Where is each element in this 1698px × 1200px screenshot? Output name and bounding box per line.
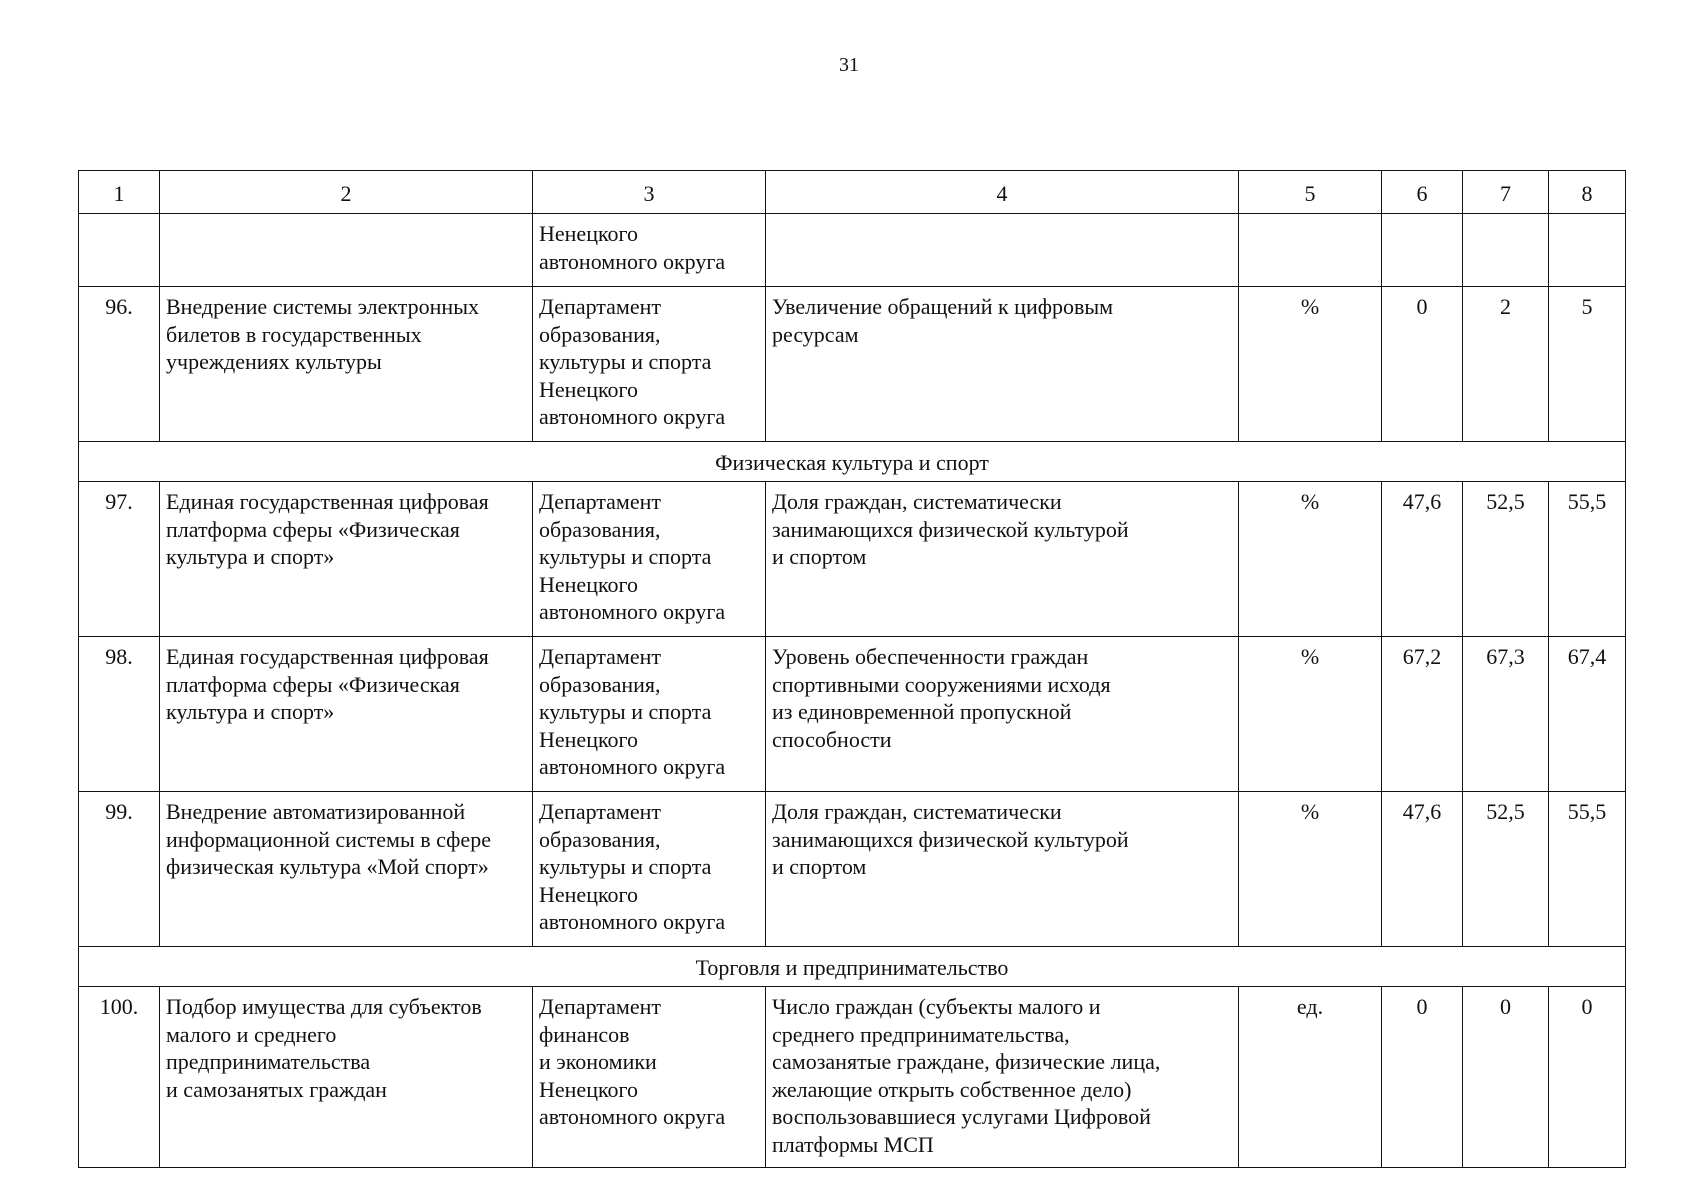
indicator-text: Число граждан (субъекты малого и среднего предпринимательства, самозанятые граждане, физические лица, желающие открыть собственное дело) воспользовавшиеся услугами Цифровой платформы МСП — [772, 994, 1161, 1157]
department-cell — [533, 482, 766, 637]
section-title: Торговля и предпринимательство — [79, 947, 1626, 987]
value-col7-cell — [1463, 214, 1549, 287]
table-row — [79, 637, 1626, 792]
indicator-cell — [766, 637, 1239, 792]
indicator-text: Доля граждан, систематически занимающихся физической культурой и спортом — [772, 489, 1129, 569]
column-number: 6 — [1382, 171, 1463, 214]
column-number: 7 — [1463, 171, 1549, 214]
measure-name-cell — [160, 987, 533, 1168]
value-col7-cell: 0 — [1463, 987, 1549, 1168]
department-text: Департамент финансов и экономики Ненецкого автономного округа — [539, 994, 726, 1129]
measure-name-cell — [160, 287, 533, 442]
value-col8-cell: 0 — [1549, 987, 1626, 1168]
department-cell — [533, 792, 766, 947]
unit-cell: % — [1239, 637, 1382, 792]
page-number: 31 — [839, 54, 859, 76]
measure-name-cell — [160, 637, 533, 792]
measure-name-text: Подбор имущества для субъектов малого и среднего предпринимательства и самозанятых граждан — [166, 994, 482, 1102]
measure-name-text: Внедрение автоматизированной информационной системы в сфере физическая культура «Мой спорт» — [166, 799, 491, 879]
department-cell — [533, 214, 766, 287]
measure-name-text: Внедрение системы электронных билетов в государственных учреждениях культуры — [166, 294, 479, 374]
value-col7-cell: 52,5 — [1463, 792, 1549, 947]
department-cell — [533, 287, 766, 442]
indicator-cell — [766, 987, 1239, 1168]
measure-name-cell — [160, 792, 533, 947]
table-row — [79, 792, 1626, 947]
department-text: Департамент образования, культуры и спорта Ненецкого автономного округа — [539, 799, 726, 934]
value-col7-cell: 2 — [1463, 287, 1549, 442]
department-text: Департамент образования, культуры и спорта Ненецкого автономного округа — [539, 644, 726, 779]
indicator-cell — [766, 214, 1239, 287]
value-col8-cell: 5 — [1549, 287, 1626, 442]
column-number: 8 — [1549, 171, 1626, 214]
measure-name-cell — [160, 482, 533, 637]
value-col7-cell: 52,5 — [1463, 482, 1549, 637]
value-col6-cell: 0 — [1382, 287, 1463, 442]
row-number-cell: 100. — [79, 987, 160, 1168]
row-number-cell: 97. — [79, 482, 160, 637]
indicator-cell — [766, 792, 1239, 947]
department-cell — [533, 637, 766, 792]
table-row — [79, 287, 1626, 442]
column-number-row — [79, 171, 1626, 214]
measure-name-text: Единая государственная цифровая платформа сферы «Физическая культура и спорт» — [166, 644, 489, 724]
row-number-cell: 98. — [79, 637, 160, 792]
value-col7-cell: 67,3 — [1463, 637, 1549, 792]
section-title: Физическая культура и спорт — [79, 442, 1626, 482]
table-row — [79, 987, 1626, 1168]
column-number: 2 — [160, 171, 533, 214]
indicator-text: Уровень обеспеченности граждан спортивными сооружениями исходя из единовременной пропускной способности — [772, 644, 1111, 752]
section-row-trade — [79, 947, 1626, 987]
value-col6-cell: 67,2 — [1382, 637, 1463, 792]
department-text: Ненецкого автономного округа — [539, 221, 726, 274]
column-number: 4 — [766, 171, 1239, 214]
row-number-cell — [79, 214, 160, 287]
row-number-cell: 99. — [79, 792, 160, 947]
indicators-table — [78, 170, 1626, 1168]
indicator-cell — [766, 287, 1239, 442]
measure-name-cell — [160, 214, 533, 287]
value-col6-cell: 47,6 — [1382, 792, 1463, 947]
section-row-sport — [79, 442, 1626, 482]
indicator-text: Доля граждан, систематически занимающихся физической культурой и спортом — [772, 799, 1129, 879]
department-text: Департамент образования, культуры и спорта Ненецкого автономного округа — [539, 489, 726, 624]
unit-cell: % — [1239, 792, 1382, 947]
column-number: 5 — [1239, 171, 1382, 214]
row-number-cell: 96. — [79, 287, 160, 442]
unit-cell — [1239, 214, 1382, 287]
value-col6-cell: 47,6 — [1382, 482, 1463, 637]
department-text: Департамент образования, культуры и спорта Ненецкого автономного округа — [539, 294, 726, 429]
table-row-continuation — [79, 214, 1626, 287]
unit-cell: % — [1239, 482, 1382, 637]
value-col8-cell: 55,5 — [1549, 792, 1626, 947]
indicator-text: Увеличение обращений к цифровым ресурсам — [772, 294, 1114, 347]
table-row — [79, 482, 1626, 637]
column-number: 3 — [533, 171, 766, 214]
value-col8-cell — [1549, 214, 1626, 287]
unit-cell: ед. — [1239, 987, 1382, 1168]
indicator-cell — [766, 482, 1239, 637]
unit-cell: % — [1239, 287, 1382, 442]
value-col8-cell: 67,4 — [1549, 637, 1626, 792]
measure-name-text: Единая государственная цифровая платформа сферы «Физическая культура и спорт» — [166, 489, 489, 569]
value-col8-cell: 55,5 — [1549, 482, 1626, 637]
column-number: 1 — [79, 171, 160, 214]
value-col6-cell: 0 — [1382, 987, 1463, 1168]
department-cell — [533, 987, 766, 1168]
value-col6-cell — [1382, 214, 1463, 287]
